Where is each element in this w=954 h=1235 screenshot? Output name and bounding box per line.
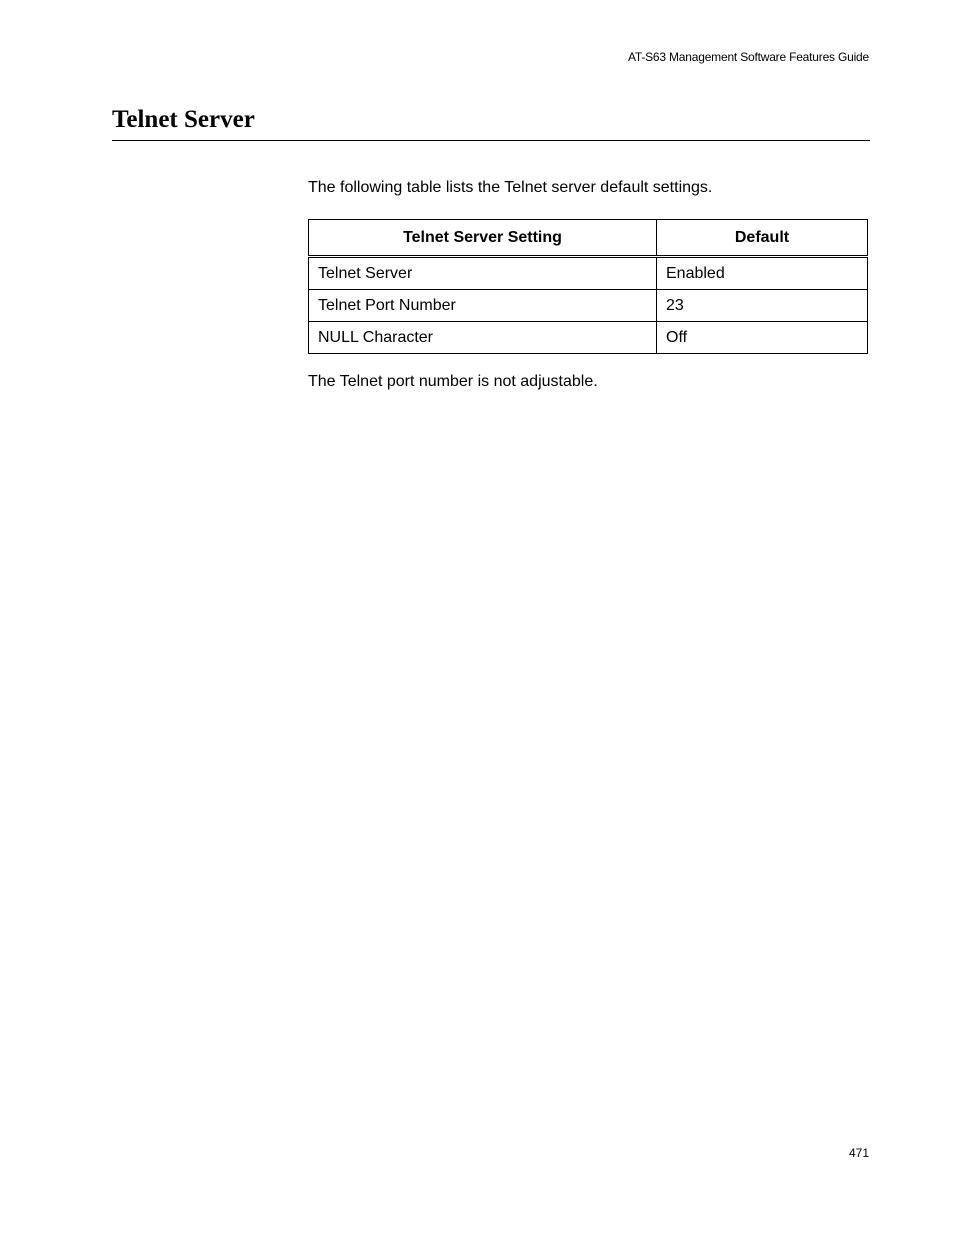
column-header-default: Default (657, 220, 868, 257)
table-header-row (309, 220, 868, 257)
table-row (309, 322, 868, 354)
intro-paragraph: The following table lists the Telnet server default settings. (308, 179, 713, 196)
settings-table (308, 219, 868, 354)
setting-cell: Telnet Server (309, 257, 657, 290)
note-paragraph: The Telnet port number is not adjustable. (308, 373, 598, 390)
default-cell: 23 (657, 290, 868, 322)
page-number: 471 (848, 1146, 869, 1160)
setting-cell: NULL Character (309, 322, 657, 354)
running-header: AT-S63 Management Software Features Guide (627, 50, 869, 64)
title-rule (112, 140, 870, 141)
table-row (309, 290, 868, 322)
column-header-setting: Telnet Server Setting (309, 220, 657, 257)
section-title: Telnet Server (112, 106, 255, 133)
setting-cell: Telnet Port Number (309, 290, 657, 322)
default-cell: Enabled (657, 257, 868, 290)
table-row (309, 257, 868, 290)
default-cell: Off (657, 322, 868, 354)
